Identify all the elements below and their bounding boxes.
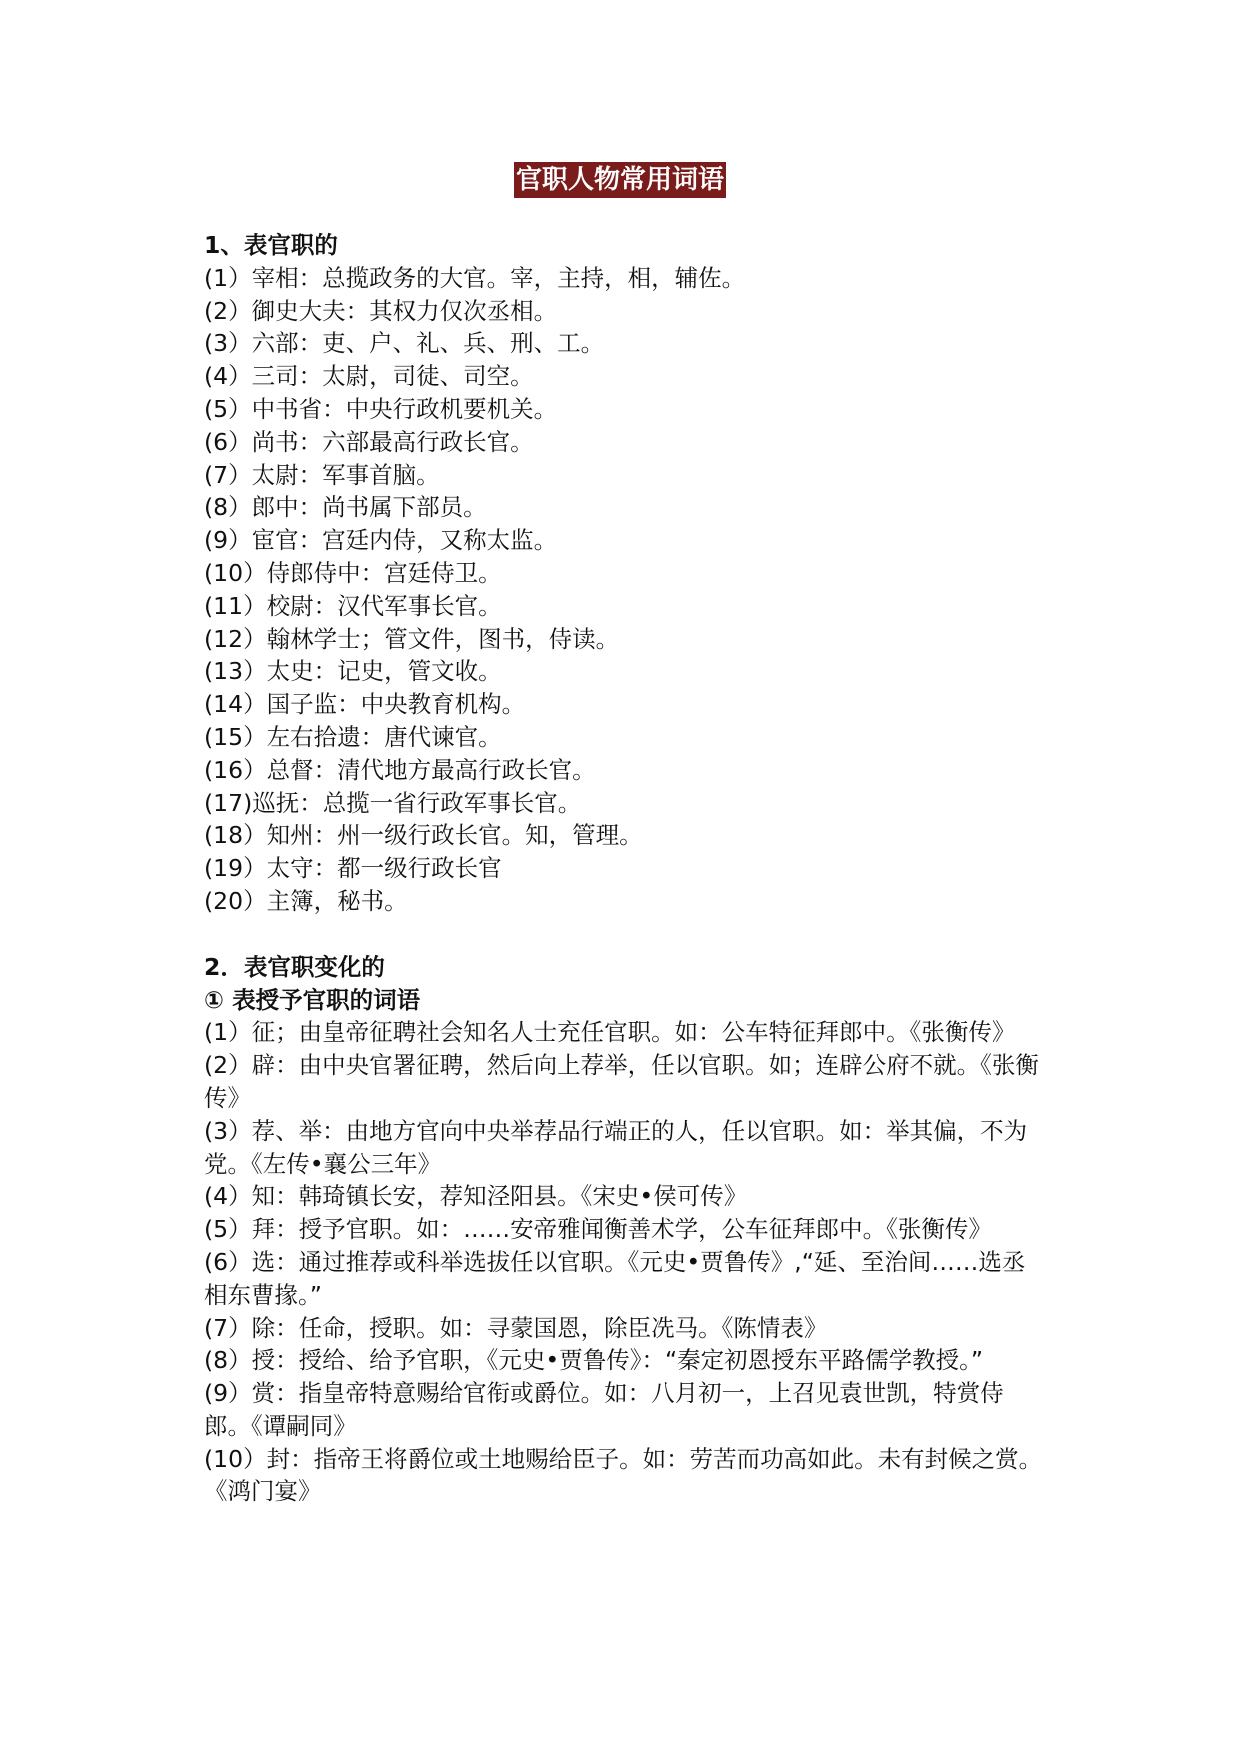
list-item: (7）太尉：军事首脑。 bbox=[204, 460, 440, 489]
list-item: (7）除：任命，授职。如：寻蒙国恩，除臣冼马。《陈情表》 bbox=[204, 1313, 828, 1342]
list-item: (18）知州：州一级行政长官。知，管理。 bbox=[204, 821, 643, 850]
list-item: (12）翰林学士；管文件，图书，侍读。 bbox=[204, 624, 620, 653]
list-item: (17)巡抚：总揽一省行政军事长官。 bbox=[204, 788, 582, 817]
list-item: (2）辟：由中央官署征聘，然后向上荐举，任以官职。如；连辟公府不就。《张衡传》 bbox=[204, 1051, 1039, 1112]
list-item: (14）国子监：中央教育机构。 bbox=[204, 690, 526, 719]
list-item: (20）主簿，秘书。 bbox=[204, 886, 408, 915]
list-item: (3）六部：吏、户、礼、兵、刑、工。 bbox=[204, 329, 605, 358]
list-item: (4）知：韩琦镇长安，荐知泾阳县。《宋史•侯可传》 bbox=[204, 1182, 748, 1211]
list-item: (9）宦官：宫廷内侍，又称太监。 bbox=[204, 526, 558, 555]
section1-heading: 1、表官职的 bbox=[204, 231, 338, 259]
list-item: (9）赏：指皇帝特意赐给官衔或爵位。如：八月初一，上召见袁世凯，特赏侍郎。《谭嗣同》 bbox=[204, 1379, 1004, 1440]
list-item: (4）三司：太尉，司徒、司空。 bbox=[204, 362, 534, 391]
list-item: (6）尚书：六部最高行政长官。 bbox=[204, 427, 534, 456]
list-item: (16）总督：清代地方最高行政长官。 bbox=[204, 755, 596, 784]
section2-subheading: ① 表授予官职的词语 bbox=[204, 985, 421, 1014]
list-item: (13）太史：记史，管文收。 bbox=[204, 657, 502, 686]
section-spacer bbox=[204, 918, 1044, 951]
section2-list bbox=[204, 1016, 1044, 1508]
list-item: (11）校尉：汉代军事长官。 bbox=[204, 591, 502, 620]
document-body bbox=[204, 229, 1044, 1508]
page-title: 官职人物常用词语 bbox=[514, 162, 726, 198]
list-item: (8）郎中：尚书属下部员。 bbox=[204, 493, 487, 522]
list-item: (5）中书省：中央行政机要机关。 bbox=[204, 394, 558, 423]
list-item: (10）封：指帝王将爵位或土地赐给臣子。如：劳苦而功高如此。未有封候之赏。《鸿门宴》 bbox=[204, 1444, 1043, 1506]
list-item: (10）侍郎侍中：宫廷侍卫。 bbox=[204, 558, 502, 587]
list-item: (15）左右拾遗：唐代谏官。 bbox=[204, 722, 502, 751]
list-item: (5）拜：授予官职。如：……安帝雅闻衡善术学，公车征拜郎中。《张衡传》 bbox=[204, 1215, 992, 1244]
section1-list bbox=[204, 262, 1044, 918]
list-item: (8）授：授给、给予官职，《元史•贾鲁传》：“秦定初恩授东平路儒学教授。” bbox=[204, 1346, 984, 1375]
list-item: (19）太守：都一级行政长官 bbox=[204, 854, 502, 883]
list-item: (2）御史大夫：其权力仅次丞相。 bbox=[204, 296, 558, 325]
list-item: (1）征；由皇帝征聘社会知名人士充任官职。如：公车特征拜郎中。《张衡传》 bbox=[204, 1018, 1016, 1047]
title-wrap bbox=[0, 162, 1240, 198]
list-item: (3）荐、举：由地方官向中央举荐品行端正的人，任以官职。如：举其偏，不为党。《左传•襄公三年》 bbox=[204, 1116, 1028, 1178]
section2-heading: 2．表官职变化的 bbox=[204, 952, 385, 981]
list-item: (6）选：通过推荐或科举选拔任以官职。《元史•贾鲁传》,“延、至治间……选丞相东曹掾。” bbox=[204, 1247, 1026, 1309]
list-item: (1）宰相：总揽政务的大官。宰，主持，相，辅佐。 bbox=[204, 263, 746, 292]
